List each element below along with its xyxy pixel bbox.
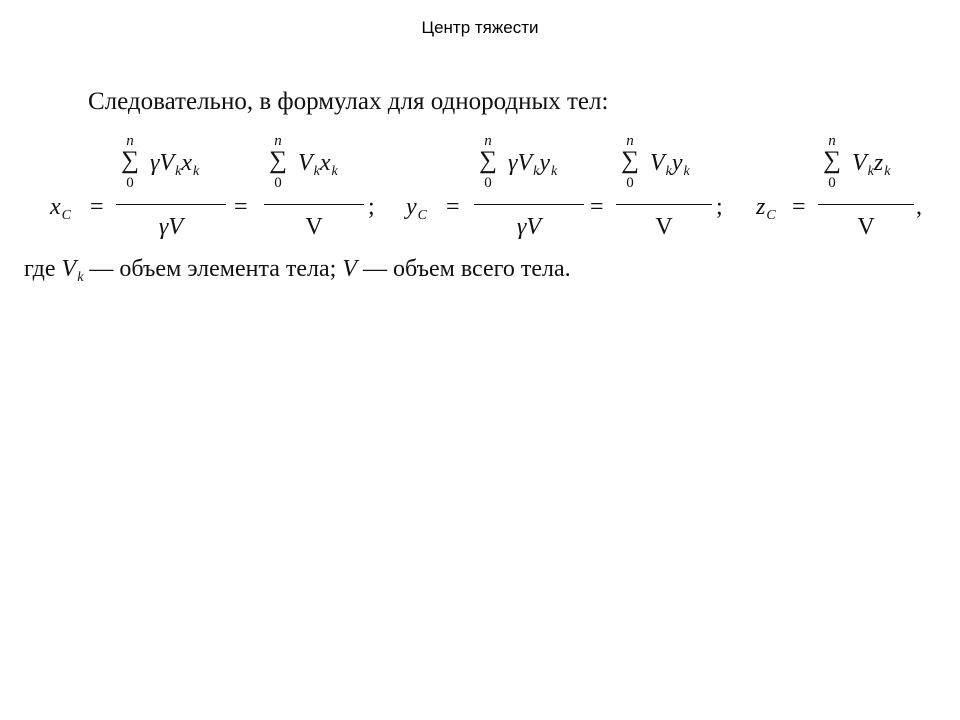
equals-sign: = [590, 194, 604, 220]
sum-symbol: ∑ [479, 147, 497, 174]
sum-upper-limit: n [484, 133, 492, 149]
denominator: V [655, 214, 673, 240]
sum-symbol: ∑ [823, 147, 841, 174]
numerator: $V_ky_k$ [650, 150, 690, 179]
sum-upper-limit: n [828, 133, 836, 149]
sum-lower-limit: 0 [274, 175, 282, 191]
fraction-y [616, 133, 712, 244]
footer-vk-symbol: $V_k$ [61, 256, 84, 285]
footer-desc-body: — объем всего тела. [363, 256, 571, 282]
fraction-bar [818, 204, 914, 205]
fraction-z [818, 133, 914, 244]
numerator: $\gamma V_ky_k$ [508, 150, 558, 179]
footer-text [24, 256, 571, 286]
sum-upper-limit: n [626, 133, 634, 149]
denominator: γV [158, 214, 184, 240]
z-c-symbol: $z_C$ [756, 194, 776, 223]
sum-upper-limit: n [274, 133, 282, 149]
denominator: V [305, 214, 323, 240]
sum-lower-limit: 0 [828, 175, 836, 191]
equals-sign: = [792, 194, 806, 220]
denominator: γV [516, 214, 542, 240]
equals-sign: = [446, 194, 460, 220]
numerator: $V_kx_k$ [298, 150, 338, 179]
fraction-gamma-x [116, 133, 226, 244]
sum-lower-limit: 0 [484, 175, 492, 191]
fraction-gamma-y [474, 133, 584, 244]
fraction-bar [264, 204, 364, 205]
sum-lower-limit: 0 [126, 175, 134, 191]
semicolon: ; [368, 194, 375, 220]
formula-row [0, 133, 960, 250]
x-c-symbol: $x_C$ [50, 194, 71, 223]
sum-symbol: ∑ [269, 147, 287, 174]
footer-where: где [24, 256, 56, 282]
semicolon: ; [716, 194, 723, 220]
fraction-x [264, 133, 364, 244]
sum-symbol: ∑ [621, 147, 639, 174]
fraction-bar [474, 204, 584, 205]
footer-v-symbol: V [342, 256, 357, 282]
numerator: $V_kz_k$ [852, 150, 891, 179]
equals-sign: = [234, 194, 248, 220]
sum-upper-limit: n [126, 133, 134, 149]
denominator: V [857, 214, 875, 240]
numerator: $\gamma V_kx_k$ [150, 150, 200, 179]
sum-lower-limit: 0 [626, 175, 634, 191]
fraction-bar [616, 204, 712, 205]
slide-title: Центр тяжести [421, 18, 539, 37]
equals-sign: = [90, 194, 104, 220]
comma: , [916, 194, 922, 220]
intro-text: Следовательно, в формулах для однородных тел: [88, 88, 609, 115]
sum-symbol: ∑ [121, 147, 139, 174]
fraction-bar [116, 204, 226, 205]
footer-desc-element: — объем элемента тела; [89, 256, 337, 282]
y-c-symbol: $y_C$ [406, 194, 427, 223]
